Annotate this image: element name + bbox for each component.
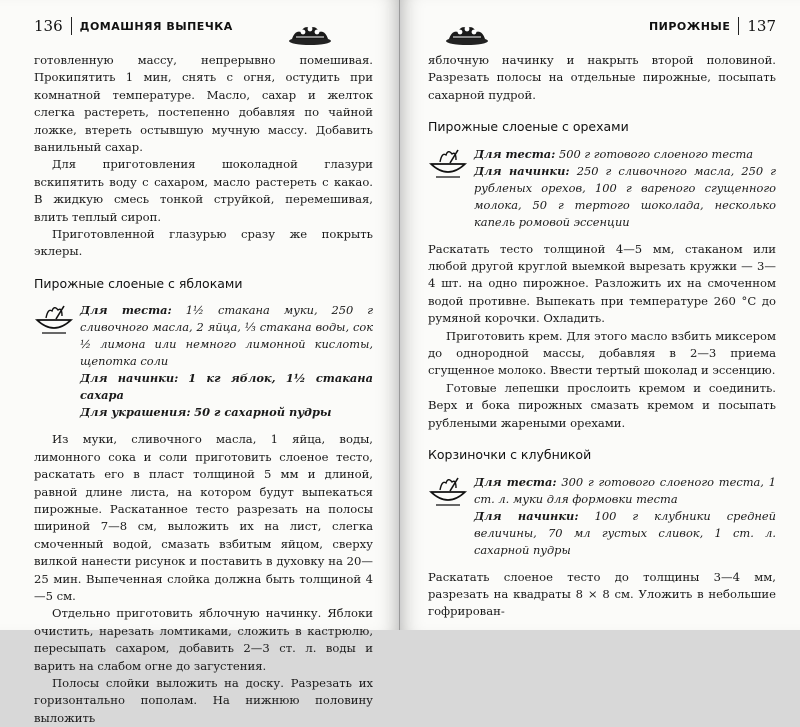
left-page-number: 136 [34, 17, 63, 35]
filling-label: Для начинки: [474, 508, 579, 523]
ingredient-line [474, 474, 776, 508]
pastry-emblem-icon [287, 20, 333, 46]
paragraph: Для приготовления шоколадной глазури вскипятить воду с сахаром, масло растереть с какао. В жидкую смесь тонкой струйкой, перемешивая, влить теплый сироп. [34, 157, 373, 224]
filling-text: 1 кг яблок, 1½ стакана сахара [80, 371, 373, 403]
head-divider [738, 17, 739, 35]
paragraph: Приготовленной глазурью сразу же покрыть эклеры. [34, 227, 373, 259]
left-section-title: ДОМАШНЯЯ ВЫПЕЧКА [79, 19, 233, 33]
left-running-head [34, 0, 373, 52]
dough-text: 300 г готового слоеного теста, 1 ст. л. муки для формовки теста [474, 474, 776, 506]
decoration-text: 50 г сахарной пудры [194, 405, 332, 420]
filling-label: Для начинки: [80, 371, 179, 386]
ingredient-line [474, 146, 776, 163]
paragraph: Из муки, сливочного масла, 1 яйца, воды, лимонного сока и соли приготовить слоеное тесто, раскатать его в пласт толщиной 5 мм и длиной, равной длине листа, на котором будут выпекаться пирожные. Раскатанное тесто разрезать на полосы шириной 7—8 см, выложить их на лист, слегка смоченный водой, смазать взбитым яйцом, сверху вилкой нанести рисунок и поставить в духовку на 20—25 мин. Выпеченная слойка должна быть толщиной 4—5 см. [34, 432, 373, 603]
ingredients-block [428, 146, 776, 231]
filling-label: Для начинки: [474, 163, 570, 178]
left-body [34, 52, 373, 727]
dough-text: 1½ стакана муки, 250 г сливочного масла, 2 яйца, ⅓ стакана воды, сок ½ лимона или немного лимонной кислоты, щепотка соли [80, 303, 373, 369]
paragraph: Раскатать тесто толщиной 4—5 мм, стаканом или любой другой круглой выемкой вырезать кружки — 3—4 шт. на одно пирожное. Разложить их на смоченном водой противне. Выпекать при температуре 260 °С до румяной корочки. Охладить. [428, 241, 776, 326]
pastry-emblem-icon [444, 20, 490, 46]
paragraph: яблочную начинку и накрыть второй половиной. Разрезать полосы на отдельные пирожные, посыпать сахарной пудрой. [428, 53, 776, 102]
recipe-title: Пирожные слоеные с орехами [428, 119, 629, 135]
head-divider [71, 17, 72, 35]
dough-label: Для теста: [474, 146, 556, 161]
ingredients-block [428, 474, 776, 559]
mixing-bowl-icon [428, 146, 468, 182]
ingredients-block [34, 302, 373, 421]
mixing-bowl-icon [428, 474, 468, 510]
dough-text: 500 г готового слоеного теста [559, 146, 754, 161]
right-body [428, 52, 776, 621]
recipe-title: Корзиночки с клубникой [428, 447, 592, 463]
paragraph: готовленную массу, непрерывно помешивая. Прокипятить 1 мин, снять с огня, остудить при комнатной температуре. Масло, сахар и желток слегка растереть, постепенно добавляя по чайной ложке, втереть остывшую мучную массу. Добавить ванильный сахар. [34, 53, 373, 155]
dough-label: Для теста: [80, 303, 172, 318]
decoration-label: Для украшения: [80, 405, 191, 420]
paragraph: Готовые лепешки прослоить кремом и соединить. Верх и бока пирожных смазать кремом и посыпать рублеными жареными орехами. [428, 380, 776, 430]
paragraph: Приготовить крем. Для этого масло взбить миксером до однородной массы, добавляя в 2—3 приема сгущенное молоко. Ввести тертый шоколад и эссенцию. [428, 328, 776, 378]
right-running-head [428, 0, 776, 52]
ingredient-line [474, 163, 776, 231]
ingredient-line [80, 404, 373, 421]
ingredient-line [474, 508, 776, 559]
mixing-bowl-icon [34, 302, 74, 338]
paragraph: Отдельно приготовить яблочную начинку. Яблоки очистить, нарезать ломтиками, сложить в кастрюлю, пересыпать сахаром, добавить 2—3 ст. л. воды и варить на слабом огне до загустения. [34, 606, 373, 673]
filling-text: 250 г сливочного масла, 250 г рубленых орехов, 100 г вареного сгущенного молока, 50 г тертого шоколада, несколько капель ромовой эссенции [474, 163, 776, 229]
right-page-number: 137 [747, 17, 776, 35]
ingredient-line [80, 302, 373, 370]
right-section-title: ПИРОЖНЫЕ [648, 19, 731, 33]
ingredient-line [80, 370, 373, 404]
filling-text: 100 г клубники средней величины, 70 мл густых сливок, 1 ст. л. сахарной пудры [474, 508, 776, 557]
paragraph: Полосы слойки выложить на доску. Разрезать их горизонтально пополам. На нижнюю половину выложить [34, 675, 373, 725]
recipe-title: Пирожные слоеные с яблоками [34, 275, 243, 291]
right-page [400, 0, 800, 630]
dough-label: Для теста: [474, 474, 557, 489]
paragraph: Раскатать слоеное тесто до толщины 3—4 мм, разрезать на квадраты 8 × 8 см. Уложить в небольшие гофрирован- [428, 569, 776, 619]
left-page [0, 0, 400, 725]
